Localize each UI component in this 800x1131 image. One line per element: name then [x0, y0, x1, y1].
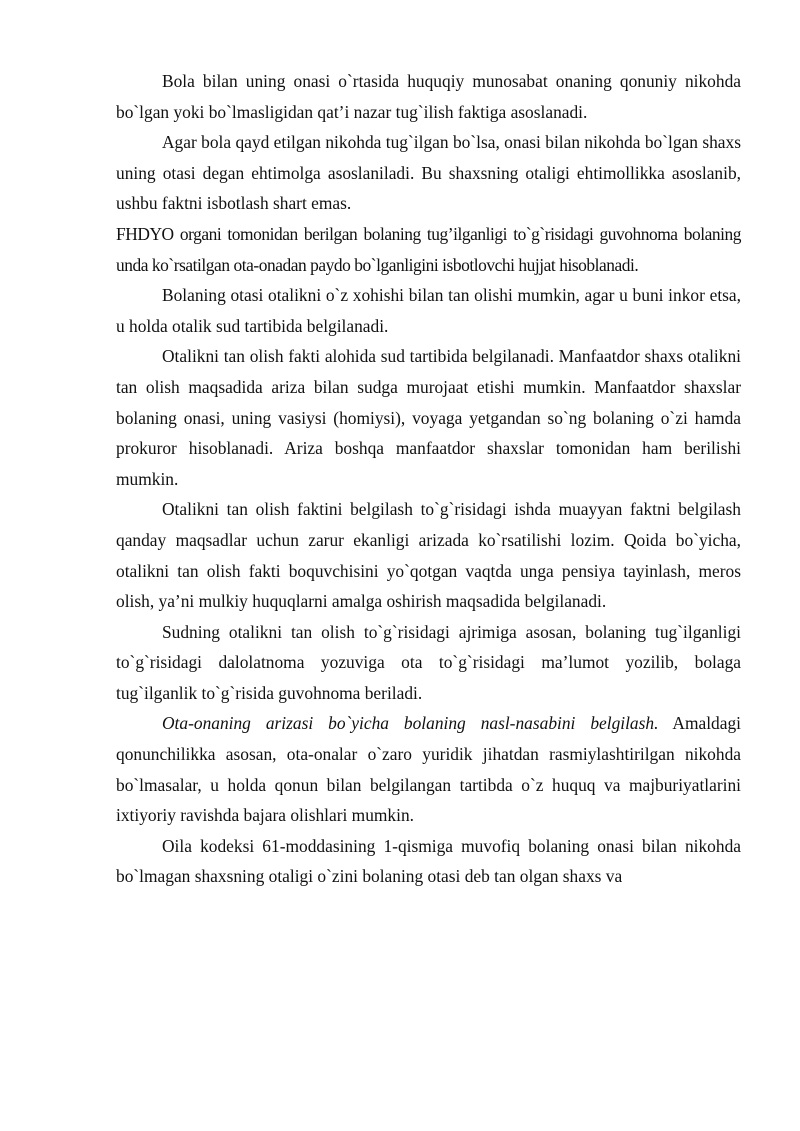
paragraph-text: Bolaning otasi otalikni o`z xohishi bilan tan olishi mumkin, agar u buni inkor etsa, u holda otalik sud tartibida belgilanadi. [116, 285, 741, 336]
paragraph-text: Sudning otalikni tan olish to`g`risidagi ajrimiga asosan, bolaning tug`ilganligi to`g`risidagi dalolatnoma yozuviga ota to`g`risidagi ma’lumot yozilib, bolaga tug`ilganlik to`g`risida guvohnoma beriladi. [116, 621, 741, 703]
paragraph-purpose-of-fact [116, 494, 741, 616]
paragraph-text: Otalikni tan olish faktini belgilash to`g`risidagi ishda muayyan faktni belgilash qanday maqsadlar uchun zarur ekanligi arizada ko`rsatilishi lozim. Qoida bo`yicha, otalikni tan olish fakti boquvchisini yo`qotgan vaqtda unga pensiya tayinlash, meros olish, ya’ni mulkiy huquqlarni amalga oshirish maqsadida belgilanadi. [116, 499, 741, 612]
paragraph-parents-application [116, 708, 741, 830]
paragraph-text: Bola bilan uning onasi o`rtasida huquqiy munosabat onaning qonuniy nikohda bo`lgan yoki bo`lmasligidan qat’i nazar tug`ilish faktiga asoslanadi. [116, 71, 741, 122]
paragraph-court-procedure [116, 341, 741, 494]
paragraph-birth-certificate [116, 219, 741, 280]
paragraph-family-code-article [116, 831, 741, 892]
paragraph-text: Agar bola qayd etilgan nikohda tug`ilgan bo`lsa, onasi bilan nikohda bo`lgan shaxs uning otasi degan ehtimolga asoslaniladi. Bu shaxsning otaligi ehtimollikka asoslanib, ushbu faktni isbotlash shart emas. [116, 132, 741, 214]
paragraph-text: Oila kodeksi 61-moddasining 1-qismiga muvofiq bolaning onasi bilan nikohda bo`lmagan shaxsning otaligi o`zini bolaning otasi deb tan olgan shaxs va [116, 835, 741, 887]
paragraph-mother-relationship [116, 66, 741, 127]
paragraph-text: Amaldagi qonunchilikka asosan, ota-onalar o`zaro yuridik jihatdan rasmiylashtirilgan nikohda bo`lmasalar, u holda qonun bilan belgilangan tartibda o`z huquq va majburiyatlarini ixtiyoriy ravishda bajara olishlari mumkin. [116, 713, 741, 826]
paragraph-voluntary-recognition [116, 280, 741, 341]
paragraph-text: FHDYO organi tomonidan berilgan bolaning tug’ilganligi to`g`risidagi guvohnoma bolaning unda ko`rsatilgan ota-onadan paydo bo`lganligini isbotlovchi hujjat hisoblanadi. [116, 223, 741, 275]
paragraph-text: Otalikni tan olish fakti alohida sud tartibida belgilanadi. Manfaatdor shaxs otalikni tan olish maqsadida ariza bilan sudga murojaat etishi mumkin. Manfaatdor shaxslar bolaning onasi, uning vasiysi (homiysi), voyaga yetgandan so`ng bolaning o`zi hamda prokuror hisoblanadi. Ariza boshqa manfaatdor shaxslar tomonidan ham berilishi mumkin. [116, 346, 741, 489]
paragraph-court-ruling [116, 617, 741, 709]
document-page [116, 66, 741, 892]
paragraph-presumption-of-paternity [116, 127, 741, 219]
paragraph-italic-heading: Ota-onaning arizasi bo`yicha bolaning nasl-nasabini belgilash. [162, 713, 659, 734]
